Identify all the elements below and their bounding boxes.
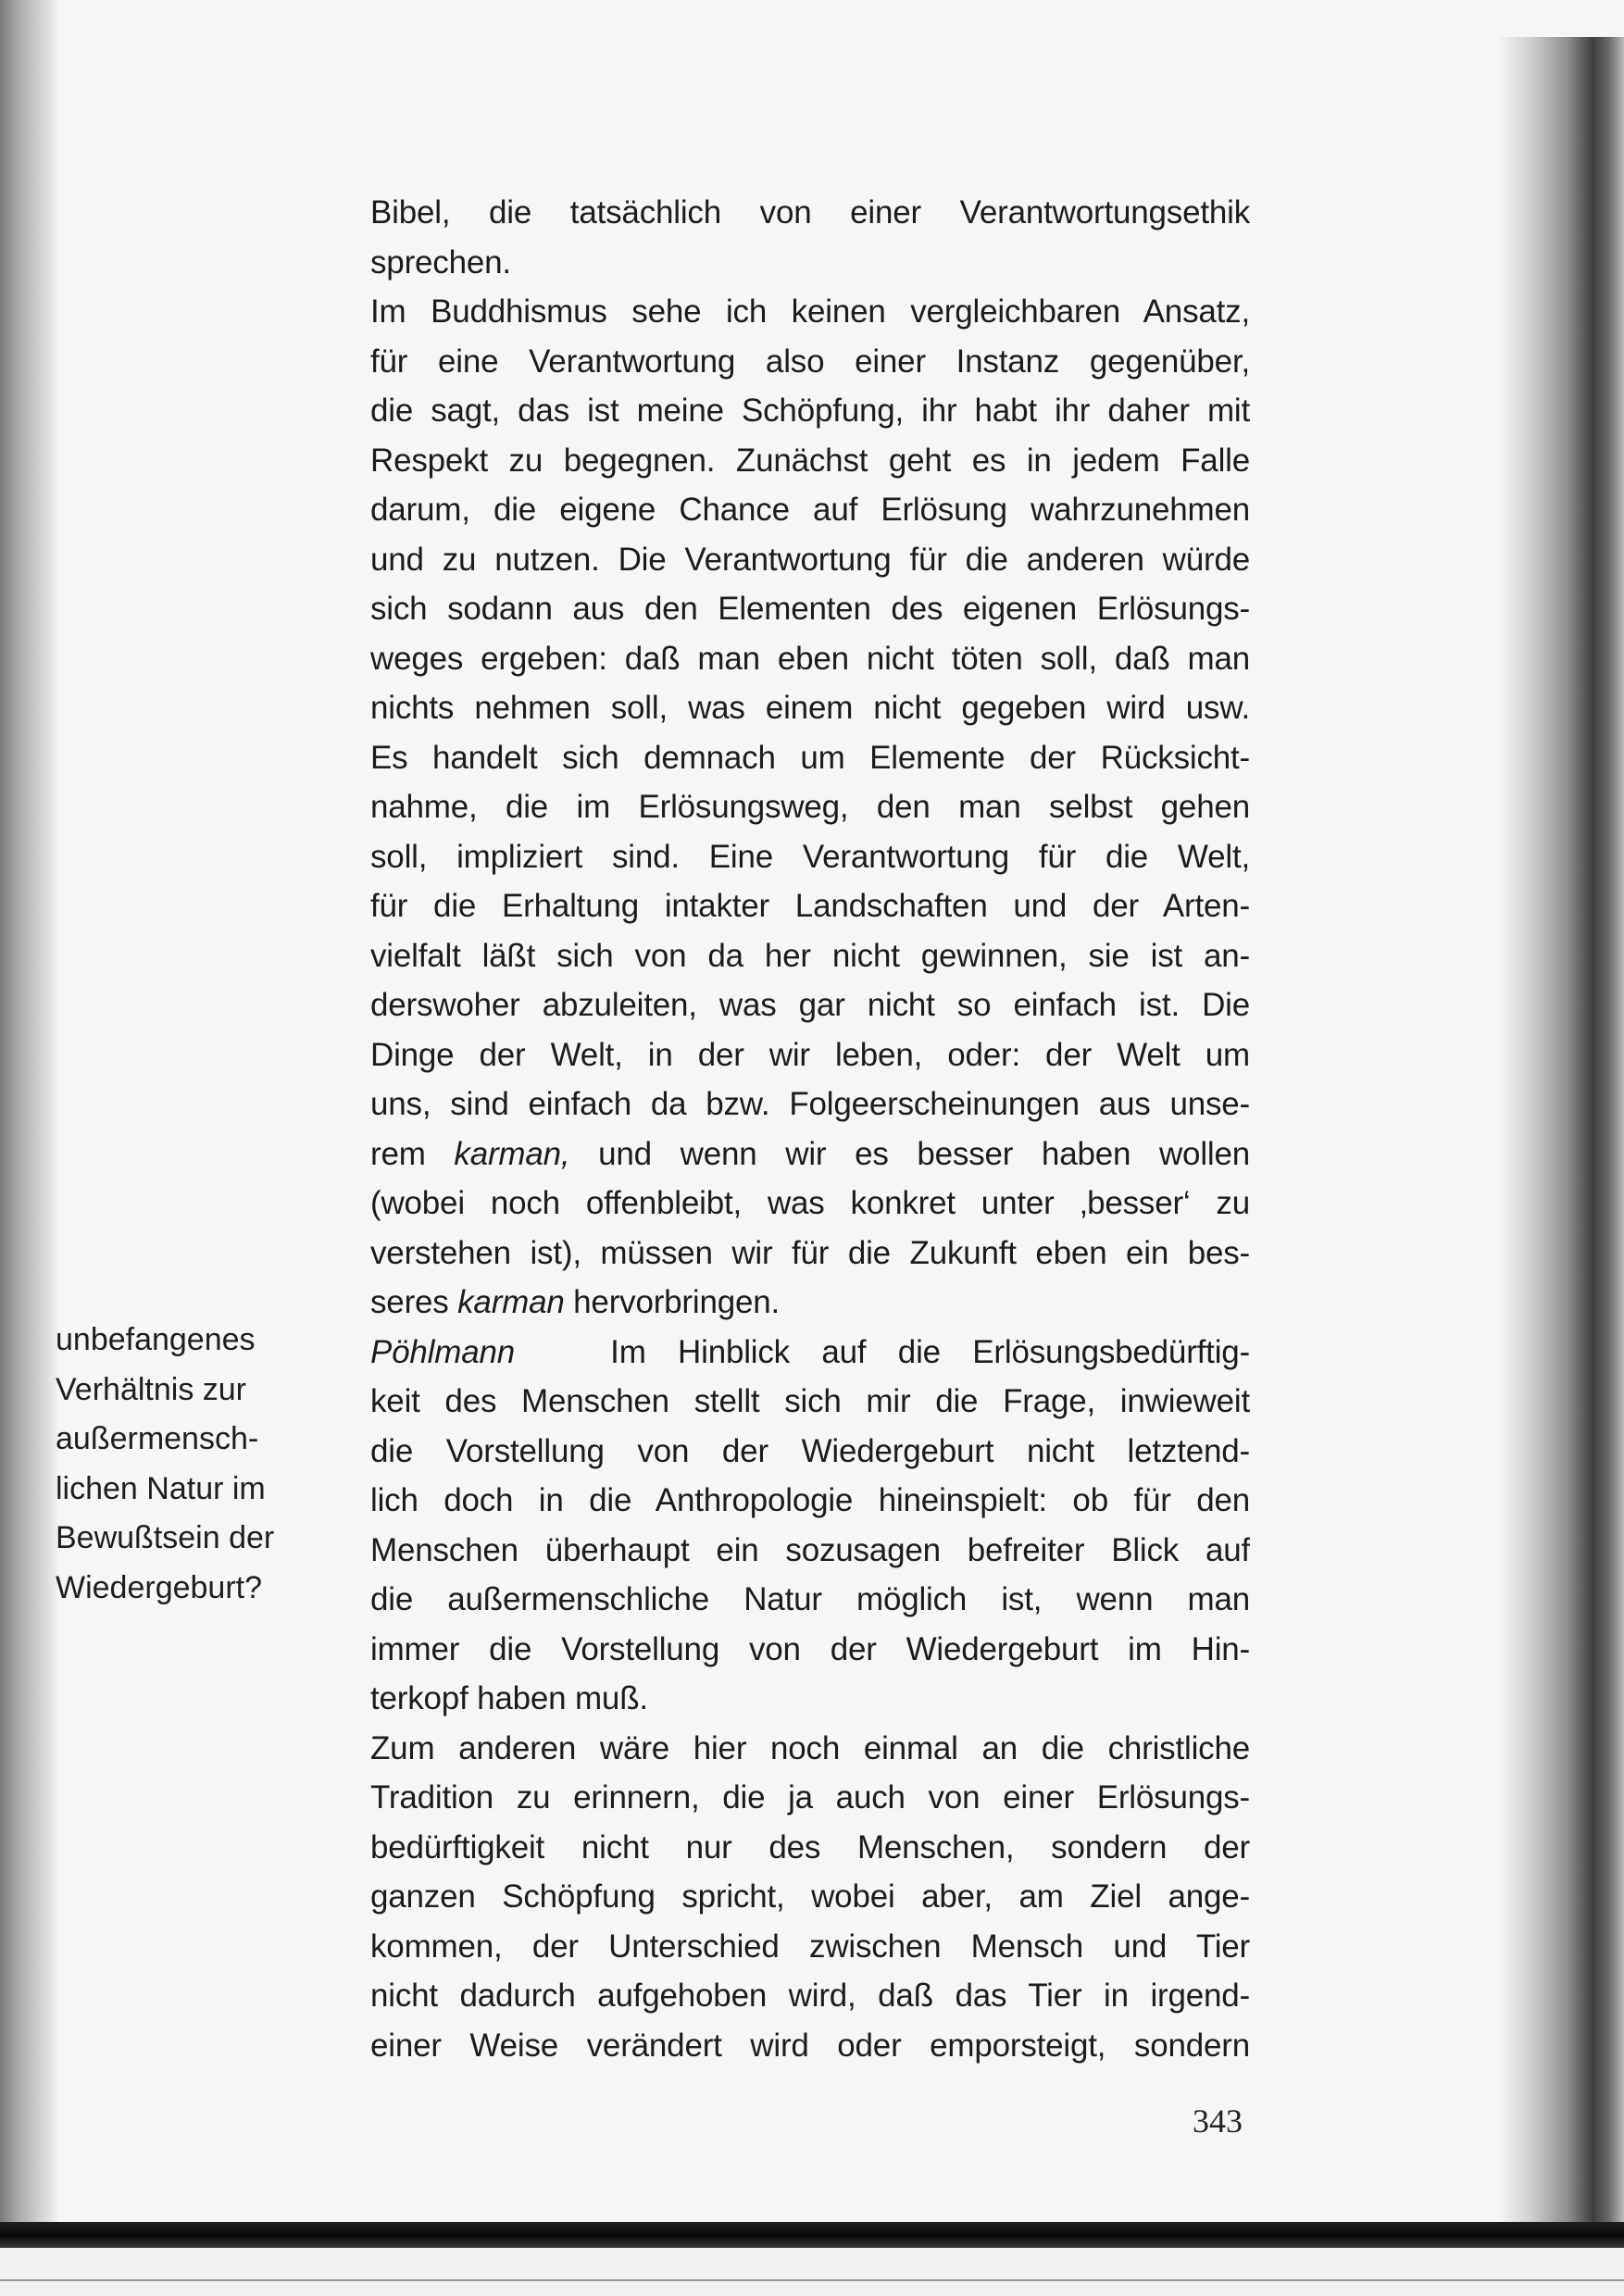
- book-spine-shadow: [1500, 37, 1624, 2222]
- text-fragment: und wenn wir es besser haben wollen: [569, 1135, 1250, 1172]
- body-text: [370, 188, 1250, 2070]
- bottom-scan-edge: [0, 2222, 1624, 2248]
- text-line: einer Weise verändert wird oder emporsteigt, sondern: [370, 2027, 1250, 2064]
- text-line: weges ergeben: daß man eben nicht töten soll, daß man: [370, 640, 1250, 677]
- text-line: keit des Menschen stellt sich mir die Frage, inwieweit: [370, 1383, 1250, 1419]
- text-line: Bibel, die tatsächlich von einer Verantwortungsethik: [370, 194, 1250, 231]
- text-line: die außermenschliche Natur möglich ist, wenn man: [370, 1581, 1250, 1617]
- speaker-name: Pöhlmann: [370, 1333, 516, 1370]
- text-line: sprechen.: [370, 243, 511, 281]
- text-line: für eine Verantwortung also einer Instanz gegenüber,: [370, 343, 1250, 380]
- text-line: Tradition zu erinnern, die ja auch von einer Erlösungs-: [370, 1779, 1250, 1816]
- text-line: nahme, die im Erlösungsweg, den man selbst gehen: [370, 789, 1250, 825]
- margin-note-line: Wiedergeburt?: [56, 1569, 263, 1605]
- page-number: 343: [1193, 2103, 1243, 2140]
- margin-note-line: außermensch-: [56, 1421, 259, 1456]
- text-line: Es handelt sich demnach um Elemente der Rücksicht-: [370, 739, 1250, 776]
- text-line: [370, 1129, 1250, 1179]
- text-line: sich sodann aus den Elementen des eigenen Erlösungs-: [370, 591, 1250, 627]
- margin-note-line: Verhältnis zur: [56, 1371, 246, 1407]
- text-line: nichts nehmen soll, was einem nicht gegeben wird usw.: [370, 690, 1250, 726]
- text-fragment: Im Hinblick auf die Erlösungsbedürftig-: [515, 1333, 1250, 1370]
- text-line: Zum anderen wäre hier noch einmal an die christliche: [370, 1729, 1250, 1766]
- margin-note-line: lichen Natur im: [56, 1470, 266, 1506]
- text-line: Menschen überhaupt ein sozusagen befreiter Blick auf: [370, 1531, 1250, 1568]
- text-fragment: seres: [370, 1284, 458, 1320]
- text-line: und zu nutzen. Die Verantwortung für die anderen würde: [370, 541, 1250, 578]
- text-line: Im Buddhismus sehe ich keinen vergleichbaren Ansatz,: [370, 293, 1250, 330]
- text-line: ganzen Schöpfung spricht, wobei aber, am Ziel ange-: [370, 1878, 1250, 1915]
- text-fragment: hervorbringen.: [564, 1284, 781, 1320]
- text-line: kommen, der Unterschied zwischen Mensch und Tier: [370, 1928, 1250, 1965]
- margin-note-line: unbefangenes: [56, 1322, 256, 1357]
- text-line: (wobei noch offenbleibt, was konkret unter ‚besser‘ zu: [370, 1185, 1250, 1221]
- text-line: [370, 1278, 1250, 1328]
- text-line: terkopf haben muß.: [370, 1680, 648, 1716]
- text-line: verstehen ist), müssen wir für die Zukunft eben ein bes-: [370, 1234, 1250, 1271]
- text-line: vielfalt läßt sich von da her nicht gewinnen, sie ist an-: [370, 937, 1250, 974]
- margin-note-line: Bewußtsein der: [56, 1520, 275, 1555]
- text-line: [370, 1328, 1250, 1378]
- text-line: Dinge der Welt, in der wir leben, oder: der Welt um: [370, 1036, 1250, 1073]
- text-fragment: rem: [370, 1135, 455, 1172]
- text-line: soll, impliziert sind. Eine Verantwortung für die Welt,: [370, 838, 1250, 875]
- text-line: die sagt, das ist meine Schöpfung, ihr habt ihr daher mit: [370, 393, 1250, 429]
- text-line: derswoher abzuleiten, was gar nicht so einfach ist. Die: [370, 987, 1250, 1023]
- text-line: darum, die eigene Chance auf Erlösung wahrzunehmen: [370, 492, 1250, 528]
- italic-term: karman: [457, 1284, 565, 1320]
- text-line: immer die Vorstellung von der Wiedergeburt im Hin-: [370, 1630, 1250, 1667]
- text-line: Respekt zu begegnen. Zunächst geht es in jedem Falle: [370, 442, 1250, 479]
- next-page-rule: [0, 2279, 1624, 2281]
- margin-note: [56, 1316, 324, 1613]
- next-page-strip: [0, 2248, 1624, 2296]
- text-line: lich doch in die Anthropologie hineinspielt: ob für den: [370, 1482, 1250, 1518]
- text-line: uns, sind einfach da bzw. Folgeerscheinungen aus unse-: [370, 1086, 1250, 1122]
- text-line: bedürftigkeit nicht nur des Menschen, sondern der: [370, 1828, 1250, 1866]
- italic-term: karman,: [454, 1135, 570, 1172]
- left-scan-shadow: [0, 0, 57, 2222]
- text-line: für die Erhaltung intakter Landschaften und der Arten-: [370, 888, 1250, 924]
- text-line: die Vorstellung von der Wiedergeburt nicht letztend-: [370, 1432, 1250, 1469]
- text-line: nicht dadurch aufgehoben wird, daß das Tier in irgend-: [370, 1978, 1250, 2014]
